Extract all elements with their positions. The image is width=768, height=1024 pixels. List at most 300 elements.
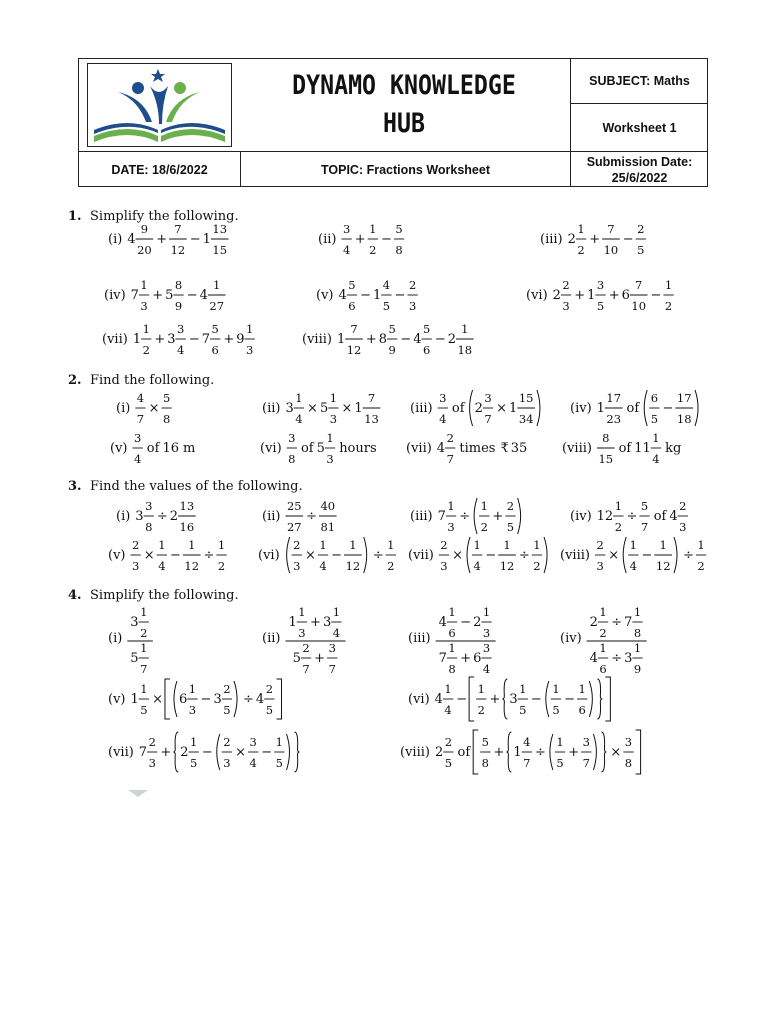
svg-text:−: − [400, 332, 412, 347]
svg-text:1: 1 [298, 605, 306, 619]
svg-text:1: 1 [336, 332, 346, 347]
svg-text:of: of [300, 441, 314, 456]
svg-text:+: + [223, 332, 235, 347]
svg-text:2: 2 [637, 222, 645, 236]
svg-text:7: 7 [635, 278, 643, 292]
svg-text:5: 5 [319, 401, 329, 416]
svg-text:4: 4 [342, 243, 351, 257]
svg-text:2: 2 [142, 343, 150, 357]
svg-text:7: 7 [138, 745, 148, 760]
svg-text:12: 12 [345, 559, 361, 573]
svg-text:35: 35 [510, 441, 528, 456]
svg-text:1: 1 [246, 322, 254, 336]
svg-text:×: × [148, 401, 160, 416]
svg-text:16: 16 [179, 520, 195, 534]
svg-text:−: − [201, 745, 213, 760]
svg-text:40: 40 [320, 499, 336, 513]
svg-text:+: + [354, 232, 366, 247]
svg-text:2: 2 [473, 615, 482, 630]
svg-text:2: 2 [444, 735, 453, 749]
svg-text:5: 5 [388, 322, 396, 336]
svg-text:6: 6 [423, 343, 431, 357]
svg-text:13: 13 [212, 222, 228, 236]
svg-text:2: 2 [223, 682, 231, 696]
svg-text:1: 1 [202, 232, 211, 247]
svg-text:times: times [459, 441, 496, 456]
svg-text:(ii): (ii) [318, 232, 337, 247]
svg-text:2: 2 [440, 538, 448, 552]
svg-text:−: − [189, 232, 201, 247]
question-3-heading: 3. Find the values of the following. [68, 479, 303, 494]
svg-text:5: 5 [506, 520, 515, 534]
svg-text:3: 3 [133, 431, 142, 445]
svg-text:(i): (i) [108, 631, 123, 646]
svg-text:+: + [460, 651, 472, 666]
svg-text:÷: ÷ [459, 509, 471, 524]
q3-part-6 [258, 537, 396, 573]
svg-text:+: + [156, 232, 168, 247]
svg-text:1: 1 [332, 605, 341, 619]
svg-text:×: × [341, 401, 353, 416]
svg-text:7: 7 [367, 391, 376, 405]
svg-text:12: 12 [596, 509, 614, 524]
svg-text:3: 3 [562, 299, 570, 313]
subject-label: SUBJECT: Maths [589, 74, 690, 88]
svg-text:3: 3 [596, 278, 605, 292]
svg-text:(iii): (iii) [410, 401, 433, 416]
svg-text:1: 1 [140, 605, 148, 619]
svg-text:÷: ÷ [611, 651, 623, 666]
svg-text:9: 9 [388, 343, 396, 357]
svg-text:4: 4 [295, 412, 303, 426]
svg-text:÷: ÷ [534, 745, 546, 760]
scroll-indicator-icon [128, 790, 148, 797]
svg-text:−: − [485, 548, 497, 563]
svg-text:2: 2 [567, 232, 576, 247]
svg-text:8: 8 [378, 332, 388, 347]
svg-text:2: 2 [169, 509, 179, 524]
svg-text:8: 8 [633, 626, 642, 640]
q1-part-1 [108, 222, 229, 257]
svg-text:8: 8 [481, 756, 490, 770]
q1-part-6 [526, 278, 674, 313]
svg-text:5: 5 [275, 756, 284, 770]
submission-label: Submission Date: [586, 154, 693, 169]
svg-text:2: 2 [552, 288, 561, 303]
q3-part-7 [408, 537, 547, 573]
svg-text:4: 4 [199, 288, 208, 303]
svg-text:÷: ÷ [611, 615, 623, 630]
svg-text:7: 7 [136, 412, 145, 426]
svg-text:7: 7 [350, 322, 358, 336]
svg-text:−: − [530, 692, 542, 707]
svg-text:4: 4 [473, 559, 481, 573]
svg-text:8: 8 [163, 412, 171, 426]
svg-text:4: 4 [319, 559, 327, 573]
svg-text:×: × [496, 401, 508, 416]
svg-text:3: 3 [328, 641, 336, 655]
svg-text:(ii): (ii) [262, 509, 281, 524]
svg-text:4: 4 [444, 703, 452, 717]
svg-text:1: 1 [697, 538, 705, 552]
svg-text:1: 1 [295, 391, 303, 405]
svg-text:3: 3 [326, 452, 334, 466]
q4-part-7 [108, 732, 299, 772]
school-name-line2: HUB [383, 108, 425, 139]
svg-text:3: 3 [624, 735, 633, 749]
svg-text:7: 7 [624, 615, 633, 630]
svg-text:+: + [314, 651, 326, 666]
svg-text:7: 7 [174, 222, 182, 236]
svg-text:10: 10 [631, 299, 647, 313]
svg-text:1: 1 [480, 499, 488, 513]
svg-text:2: 2 [293, 538, 301, 552]
svg-text:1: 1 [190, 735, 198, 749]
svg-text:2: 2 [446, 431, 454, 445]
svg-text:12: 12 [184, 559, 200, 573]
svg-text:5: 5 [163, 391, 171, 405]
svg-text:(vii): (vii) [108, 745, 134, 760]
svg-text:+: + [608, 288, 620, 303]
svg-text:3: 3 [288, 431, 296, 445]
svg-text:7: 7 [130, 288, 139, 303]
svg-text:5: 5 [292, 651, 301, 666]
svg-text:5: 5 [519, 703, 527, 717]
svg-text:4: 4 [177, 343, 185, 357]
question-4-heading: 4. Simplify the following. [68, 588, 239, 603]
svg-text:3: 3 [482, 626, 491, 640]
svg-text:of: of [146, 441, 160, 456]
svg-text:(v): (v) [110, 441, 128, 456]
svg-text:(vi): (vi) [260, 441, 282, 456]
svg-text:6: 6 [650, 391, 659, 405]
q3-part-8 [560, 537, 706, 573]
svg-text:4: 4 [127, 232, 136, 247]
svg-text:4: 4 [434, 692, 443, 707]
svg-text:(vi): (vi) [526, 288, 548, 303]
svg-text:1: 1 [188, 538, 196, 552]
svg-text:5: 5 [423, 322, 431, 336]
svg-text:3: 3 [140, 299, 148, 313]
svg-text:+: + [493, 745, 505, 760]
question-2-heading: 2. Find the following. [68, 373, 215, 388]
svg-text:5: 5 [444, 756, 453, 770]
svg-text:5: 5 [316, 441, 325, 456]
q2-part-5 [110, 431, 195, 466]
q2-part-6 [260, 431, 377, 466]
svg-text:3: 3 [249, 735, 257, 749]
svg-text:4: 4 [338, 288, 347, 303]
school-name-line1: DYNAMO KNOWLEDGE [292, 70, 516, 101]
svg-text:+: + [489, 692, 501, 707]
svg-text:3: 3 [145, 499, 153, 513]
svg-text:kg: kg [665, 441, 682, 456]
svg-text:5: 5 [637, 243, 645, 257]
svg-text:6: 6 [599, 662, 607, 676]
svg-text:18: 18 [676, 412, 692, 426]
svg-text:+: + [154, 332, 166, 347]
svg-text:÷: ÷ [306, 509, 317, 524]
svg-text:9: 9 [236, 332, 245, 347]
q4-part-2 [262, 605, 346, 676]
svg-text:8: 8 [288, 452, 296, 466]
svg-text:2: 2 [148, 735, 156, 749]
question-1-heading: 1. Simplify the following. [68, 209, 239, 224]
svg-text:7: 7 [201, 332, 211, 347]
svg-text:÷: ÷ [626, 509, 638, 524]
svg-text:5: 5 [265, 703, 274, 717]
svg-text:7: 7 [582, 756, 590, 770]
svg-text:2: 2 [474, 401, 483, 416]
svg-text:1: 1 [513, 745, 522, 760]
svg-text:1: 1 [614, 499, 623, 513]
svg-text:13: 13 [179, 499, 195, 513]
q1-part-3 [540, 222, 646, 257]
svg-text:+: + [365, 332, 377, 347]
svg-text:2: 2 [387, 559, 395, 573]
svg-text:3: 3 [135, 509, 144, 524]
svg-text:2: 2 [599, 626, 607, 640]
svg-text:13: 13 [364, 412, 379, 426]
svg-text:3: 3 [408, 299, 417, 313]
q1-part-7 [102, 322, 255, 357]
svg-text:1: 1 [473, 538, 481, 552]
svg-text:2: 2 [506, 499, 515, 513]
svg-text:−: − [394, 288, 406, 303]
q3-part-3 [410, 498, 521, 534]
svg-text:−: − [170, 548, 181, 563]
svg-text:3: 3 [484, 391, 492, 405]
svg-text:4: 4 [523, 735, 531, 749]
svg-text:(v): (v) [108, 692, 126, 707]
svg-text:1: 1 [599, 641, 607, 655]
svg-text:7: 7 [328, 662, 336, 676]
svg-text:3: 3 [624, 651, 633, 666]
svg-text:4: 4 [652, 452, 660, 466]
svg-text:1: 1 [633, 605, 642, 619]
svg-text:2: 2 [140, 626, 148, 640]
svg-text:+: + [574, 288, 586, 303]
q2-part-2 [262, 391, 380, 426]
q4-part-6 [408, 677, 610, 721]
svg-text:(vi): (vi) [408, 692, 430, 707]
svg-text:2: 2 [596, 538, 604, 552]
svg-text:(iii): (iii) [408, 631, 431, 646]
svg-text:1: 1 [503, 538, 511, 552]
q3-part-4 [570, 499, 688, 534]
svg-text:of: of [618, 441, 632, 456]
svg-text:1: 1 [664, 278, 673, 292]
svg-text:5: 5 [130, 651, 139, 666]
svg-text:23: 23 [606, 412, 622, 426]
svg-text:15: 15 [518, 391, 534, 405]
svg-text:2: 2 [369, 243, 377, 257]
svg-text:1: 1 [482, 605, 491, 619]
svg-text:3: 3 [509, 692, 518, 707]
svg-text:(vii): (vii) [408, 548, 434, 563]
svg-text:(viii): (viii) [302, 332, 332, 347]
svg-text:−: − [200, 692, 212, 707]
svg-text:1: 1 [519, 682, 527, 696]
svg-text:2: 2 [589, 615, 598, 630]
svg-text:÷: ÷ [203, 548, 215, 563]
q2-part-1 [116, 391, 172, 426]
q3-part-5 [108, 538, 227, 573]
svg-text:3: 3 [322, 615, 332, 630]
svg-text:7: 7 [607, 222, 615, 236]
svg-text:7: 7 [484, 412, 492, 426]
svg-text:2: 2 [131, 538, 140, 552]
svg-text:4: 4 [255, 692, 265, 707]
svg-text:2: 2 [664, 299, 673, 313]
svg-text:17: 17 [676, 391, 692, 405]
svg-text:×: × [610, 745, 622, 760]
q2-part-8 [562, 431, 681, 466]
svg-text:17: 17 [606, 391, 622, 405]
svg-text:4: 4 [332, 626, 341, 640]
svg-text:−: − [662, 401, 674, 416]
svg-text:−: − [380, 232, 392, 247]
svg-text:1: 1 [217, 538, 226, 552]
svg-text:34: 34 [518, 412, 534, 426]
svg-text:÷: ÷ [518, 548, 530, 563]
submission-date: 25/6/2022 [611, 170, 668, 185]
svg-text:−: − [622, 232, 634, 247]
svg-text:4: 4 [629, 559, 637, 573]
svg-text:5: 5 [596, 299, 605, 313]
svg-text:1: 1 [142, 322, 150, 336]
q4-part-8 [400, 730, 641, 774]
svg-text:(viii): (viii) [562, 441, 592, 456]
q4-part-5 [108, 679, 282, 719]
svg-text:5: 5 [650, 412, 659, 426]
svg-text:6: 6 [448, 626, 456, 640]
svg-text:−: − [360, 288, 371, 303]
svg-text:3: 3 [293, 559, 301, 573]
svg-text:18: 18 [457, 343, 473, 357]
svg-text:12: 12 [499, 559, 515, 573]
svg-text:2: 2 [679, 499, 687, 513]
svg-text:4: 4 [669, 509, 678, 524]
svg-text:×: × [307, 401, 318, 416]
svg-text:of: of [626, 401, 640, 416]
svg-text:4: 4 [413, 332, 422, 347]
svg-text:of: of [457, 745, 471, 760]
svg-text:5: 5 [382, 299, 391, 313]
svg-text:2: 2 [562, 278, 570, 292]
svg-text:(i): (i) [108, 232, 123, 247]
q1-part-5 [316, 278, 418, 313]
svg-text:3: 3 [329, 412, 338, 426]
svg-text:1: 1 [275, 735, 284, 749]
svg-text:8: 8 [145, 520, 153, 534]
svg-text:(vii): (vii) [406, 441, 432, 456]
svg-text:1: 1 [158, 538, 166, 552]
svg-text:×: × [152, 692, 163, 707]
svg-text:1: 1 [629, 538, 637, 552]
date-label: DATE: 18/6/2022 [111, 162, 208, 177]
svg-text:2: 2 [697, 559, 705, 573]
svg-text:−: − [261, 745, 273, 760]
svg-text:6: 6 [178, 692, 188, 707]
svg-text:1: 1 [140, 641, 148, 655]
svg-text:1: 1 [659, 538, 667, 552]
svg-text:6: 6 [348, 299, 356, 313]
svg-text:(i): (i) [116, 401, 131, 416]
q1-part-2 [318, 222, 404, 257]
svg-text:9: 9 [174, 299, 183, 313]
svg-text:81: 81 [320, 520, 336, 534]
svg-text:5: 5 [223, 703, 231, 717]
svg-text:(v): (v) [108, 548, 126, 563]
svg-text:4: 4 [589, 651, 598, 666]
svg-text:6: 6 [578, 703, 586, 717]
svg-text:1: 1 [596, 401, 605, 416]
svg-text:×: × [452, 548, 464, 563]
svg-text:−: − [331, 548, 343, 563]
svg-text:2: 2 [434, 745, 444, 760]
svg-text:3: 3 [440, 559, 448, 573]
svg-text:7: 7 [438, 651, 447, 666]
svg-text:(vi): (vi) [258, 548, 280, 563]
svg-text:15: 15 [212, 243, 228, 257]
svg-text:1: 1 [447, 499, 455, 513]
svg-text:12: 12 [346, 343, 362, 357]
svg-text:of: of [451, 401, 465, 416]
svg-text:8: 8 [602, 431, 610, 445]
svg-text:−: − [456, 692, 468, 707]
svg-text:+: + [568, 745, 580, 760]
svg-text:−: − [460, 615, 472, 630]
svg-text:12: 12 [655, 559, 671, 573]
q4-part-4 [560, 605, 647, 676]
svg-text:−: − [434, 332, 446, 347]
svg-text:2: 2 [408, 278, 417, 292]
svg-text:27: 27 [209, 299, 225, 313]
svg-text:7: 7 [302, 662, 310, 676]
q3-part-1 [116, 499, 196, 534]
svg-text:4: 4 [436, 441, 446, 456]
svg-text:27: 27 [286, 520, 302, 534]
svg-text:7: 7 [140, 662, 148, 676]
svg-text:15: 15 [598, 452, 614, 466]
svg-text:(iv): (iv) [570, 509, 592, 524]
svg-text:4: 4 [439, 412, 447, 426]
svg-text:3: 3 [188, 703, 197, 717]
svg-text:6: 6 [211, 343, 219, 357]
svg-text:25: 25 [286, 499, 302, 513]
svg-text:1: 1 [326, 431, 334, 445]
svg-text:5: 5 [556, 756, 564, 770]
q1-part-8 [302, 322, 474, 357]
svg-text:4: 4 [438, 615, 447, 630]
svg-text:(i): (i) [116, 509, 131, 524]
svg-text:(viii): (viii) [560, 548, 590, 563]
svg-text:4: 4 [133, 452, 142, 466]
svg-text:3: 3 [679, 520, 687, 534]
svg-text:1: 1 [599, 605, 607, 619]
svg-text:1: 1 [188, 682, 197, 696]
svg-text:+: + [589, 232, 601, 247]
svg-text:4: 4 [158, 559, 166, 573]
svg-text:1: 1 [354, 401, 363, 416]
svg-text:3: 3 [177, 322, 185, 336]
svg-text:5: 5 [552, 703, 560, 717]
svg-text:8: 8 [174, 278, 183, 292]
svg-text:1: 1 [477, 682, 485, 696]
svg-text:×: × [143, 548, 155, 563]
svg-text:3: 3 [342, 222, 351, 236]
